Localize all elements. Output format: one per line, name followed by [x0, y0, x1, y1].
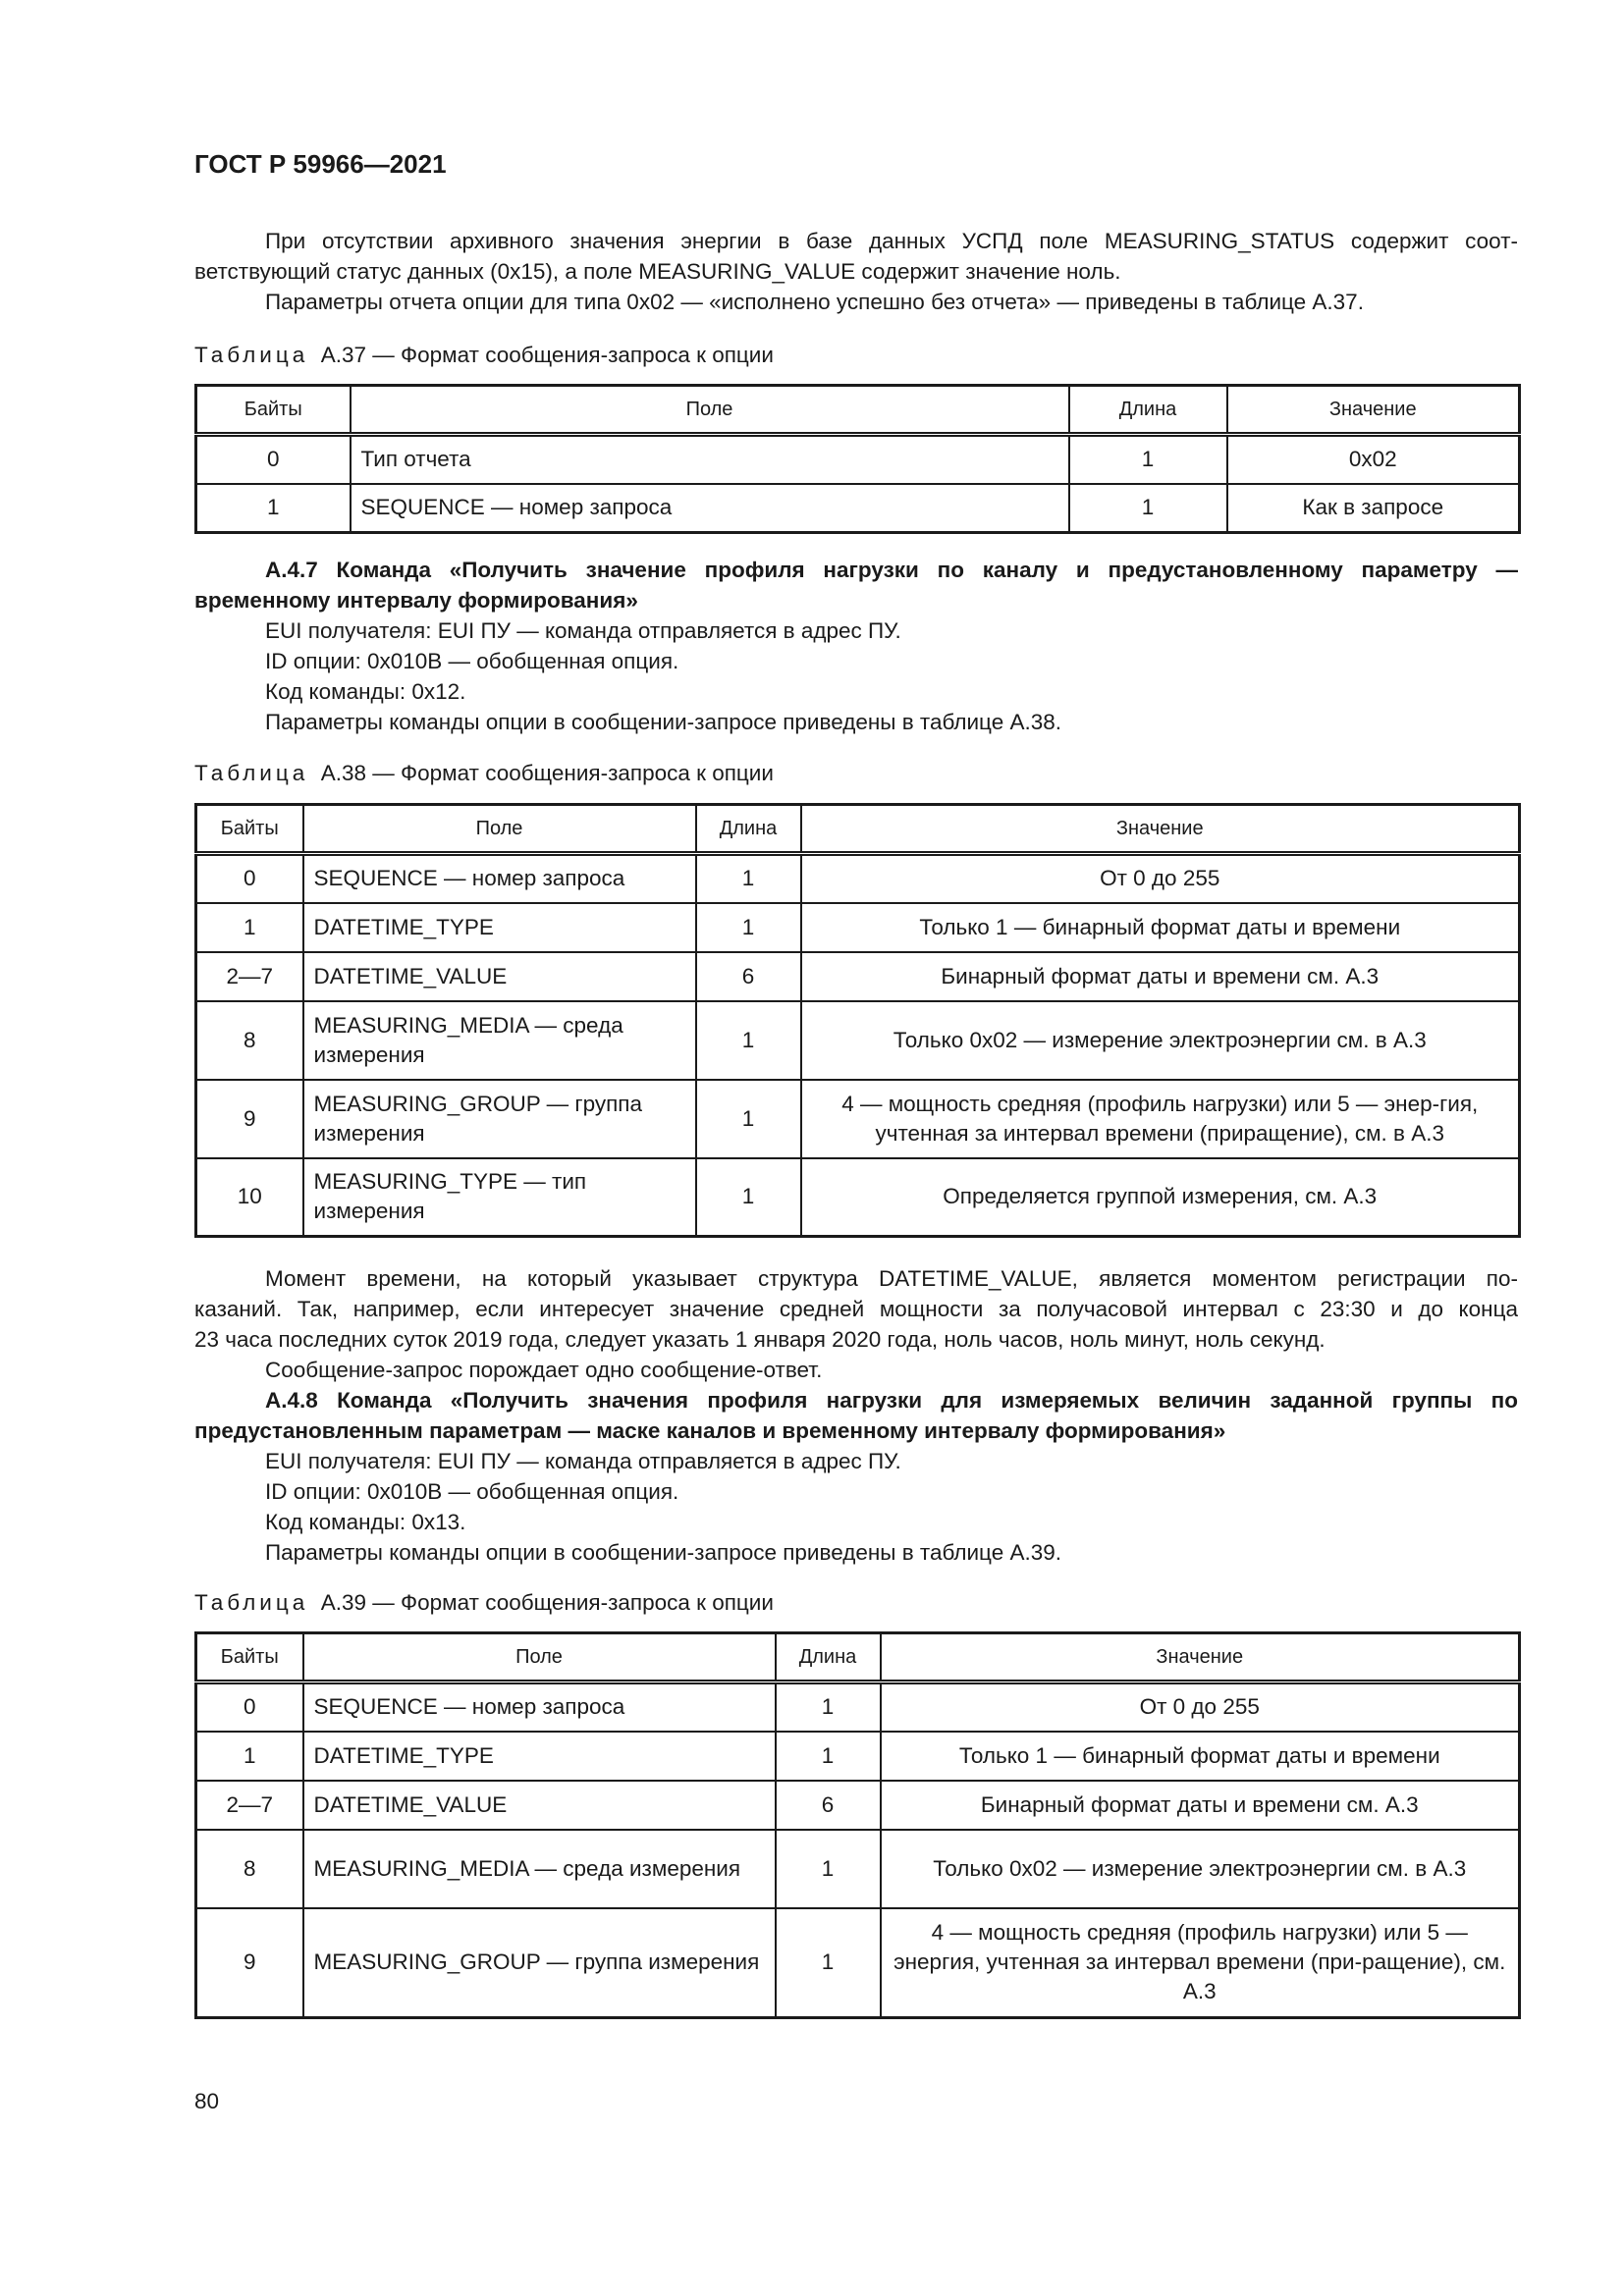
header-bytes: Байты — [196, 1633, 303, 1682]
cell-bytes: 0 — [196, 1682, 303, 1732]
cell-length: 1 — [696, 854, 801, 903]
table-row — [196, 903, 1520, 952]
text-line: ID опции: 0x010B — обобщенная опция. — [265, 649, 679, 673]
text-line: Параметры команды опции в сообщении-запросе приведены в таблице А.38. — [265, 710, 1061, 734]
table-caption — [194, 343, 774, 368]
header-length: Длина — [776, 1633, 881, 1682]
cell-bytes: 1 — [196, 903, 303, 952]
caption-label: Таблица — [194, 343, 309, 367]
table-row — [196, 1908, 1520, 2018]
text-line: Момент времени, на который указывает структура DATETIME_VALUE, является моментом регистрации по- — [265, 1266, 1518, 1291]
cell-bytes: 2—7 — [196, 952, 303, 1001]
cell-value: Только 0x02 — измерение электроэнергии см. в А.3 — [801, 1001, 1520, 1080]
cell-value: Только 1 — бинарный формат даты и времени — [801, 903, 1520, 952]
cell-length: 6 — [776, 1781, 881, 1830]
header-value: Значение — [1227, 386, 1520, 435]
cell-value: Бинарный формат даты и времени см. А.3 — [801, 952, 1520, 1001]
caption-label: Таблица — [194, 1590, 309, 1615]
cell-bytes: 0 — [196, 854, 303, 903]
cell-field: DATETIME_VALUE — [303, 1781, 776, 1830]
cell-length: 1 — [776, 1830, 881, 1908]
cell-length: 1 — [696, 1080, 801, 1158]
text-line: 23 часа последних суток 2019 года, следует указать 1 января 2020 года, ноль часов, ноль минут, ноль секунд. — [194, 1327, 1326, 1352]
section-heading: предустановленным параметрам — маске каналов и временному интервалу формирования» — [194, 1418, 1226, 1443]
table-row — [196, 1158, 1520, 1237]
table-row — [196, 484, 1520, 533]
table-header-row — [196, 1633, 1520, 1682]
header-length: Длина — [1069, 386, 1227, 435]
cell-value: Бинарный формат даты и времени см. А.3 — [881, 1781, 1520, 1830]
cell-value: Только 0x02 — измерение электроэнергии см. в А.3 — [881, 1830, 1520, 1908]
page-number: 80 — [194, 2089, 220, 2113]
section-a48 — [194, 1385, 1518, 1568]
cell-length: 1 — [776, 1732, 881, 1781]
cell-length: 1 — [696, 1001, 801, 1080]
cell-value: 4 — мощность средняя (профиль нагрузки) или 5 — энер-гия, учтенная за интервал времени (приращение), см. в А.3 — [801, 1080, 1520, 1158]
text-line: EUI получателя: EUI ПУ — команда отправляется в адрес ПУ. — [265, 1449, 901, 1473]
cell-value: Только 1 — бинарный формат даты и времени — [881, 1732, 1520, 1781]
text-line: Код команды: 0x13. — [265, 1510, 466, 1534]
cell-field: MEASURING_MEDIA — среда измерения — [303, 1001, 696, 1080]
cell-field: MEASURING_GROUP — группа измерения — [303, 1080, 696, 1158]
caption-text: А.37 — Формат сообщения-запроса к опции — [320, 343, 774, 367]
header-field: Поле — [303, 805, 696, 854]
table-row — [196, 435, 1520, 484]
header-length: Длина — [696, 805, 801, 854]
cell-bytes: 1 — [196, 1732, 303, 1781]
table-a39 — [194, 1631, 1521, 2019]
table-caption — [194, 1590, 774, 1616]
cell-bytes: 9 — [196, 1908, 303, 2018]
header-value: Значение — [801, 805, 1520, 854]
table-a38 — [194, 803, 1521, 1238]
cell-value: От 0 до 255 — [801, 854, 1520, 903]
text-line: Код команды: 0x12. — [265, 679, 466, 704]
cell-bytes: 8 — [196, 1830, 303, 1908]
cell-length: 1 — [776, 1682, 881, 1732]
mid-paragraph — [194, 1263, 1518, 1385]
header-field: Поле — [303, 1633, 776, 1682]
intro-paragraph — [194, 226, 1518, 317]
cell-value: 4 — мощность средняя (профиль нагрузки) или 5 — энергия, учтенная за интервал времени (при-ращение), см. А.3 — [881, 1908, 1520, 2018]
section-heading: временному интервалу формирования» — [194, 588, 638, 613]
cell-value: Определяется группой измерения, см. А.3 — [801, 1158, 1520, 1237]
table-row — [196, 1732, 1520, 1781]
text-line: казаний. Так, например, если интересует значение средней мощности за получасовой интервал с 23:30 и до конца — [194, 1297, 1518, 1321]
text-line: EUI получателя: EUI ПУ — команда отправляется в адрес ПУ. — [265, 618, 901, 643]
section-a47 — [194, 555, 1518, 737]
text-line: Параметры команды опции в сообщении-запросе приведены в таблице А.39. — [265, 1540, 1061, 1565]
table-row — [196, 1781, 1520, 1830]
caption-text: А.38 — Формат сообщения-запроса к опции — [320, 761, 774, 785]
table-row — [196, 1830, 1520, 1908]
table-row — [196, 854, 1520, 903]
table-row — [196, 1080, 1520, 1158]
cell-field: SEQUENCE — номер запроса — [303, 1682, 776, 1732]
cell-field: MEASURING_GROUP — группа измерения — [303, 1908, 776, 2018]
cell-length: 1 — [776, 1908, 881, 2018]
cell-bytes: 10 — [196, 1158, 303, 1237]
caption-label: Таблица — [194, 761, 309, 785]
cell-field: MEASURING_TYPE — тип измерения — [303, 1158, 696, 1237]
cell-value: От 0 до 255 — [881, 1682, 1520, 1732]
caption-text: А.39 — Формат сообщения-запроса к опции — [320, 1590, 774, 1615]
section-heading: А.4.8 Команда «Получить значения профиля нагрузки для измеряемых величин заданной группы по — [265, 1388, 1518, 1413]
text-line: Сообщение-запрос порождает одно сообщение-ответ. — [265, 1358, 823, 1382]
cell-value: 0x02 — [1227, 435, 1520, 484]
cell-bytes: 9 — [196, 1080, 303, 1158]
text-line: ID опции: 0x010B — обобщенная опция. — [265, 1479, 679, 1504]
cell-length: 1 — [696, 1158, 801, 1237]
cell-field: DATETIME_TYPE — [303, 903, 696, 952]
text-line: Параметры отчета опции для типа 0x02 — «исполнено успешно без отчета» — приведены в таблице А.37. — [265, 290, 1364, 314]
cell-field: DATETIME_VALUE — [303, 952, 696, 1001]
cell-field: SEQUENCE — номер запроса — [351, 484, 1069, 533]
header-bytes: Байты — [196, 386, 351, 435]
table-a37 — [194, 384, 1521, 534]
cell-field: DATETIME_TYPE — [303, 1732, 776, 1781]
cell-field: SEQUENCE — номер запроса — [303, 854, 696, 903]
cell-length: 1 — [696, 903, 801, 952]
cell-field: Тип отчета — [351, 435, 1069, 484]
cell-field: MEASURING_MEDIA — среда измерения — [303, 1830, 776, 1908]
section-heading: А.4.7 Команда «Получить значение профиля нагрузки по каналу и предустановленному параметру — — [265, 558, 1518, 582]
cell-bytes: 8 — [196, 1001, 303, 1080]
cell-bytes: 2—7 — [196, 1781, 303, 1830]
cell-length: 1 — [1069, 484, 1227, 533]
text-line: При отсутствии архивного значения энергии в базе данных УСПД поле MEASURING_STATUS содержит соот- — [265, 229, 1518, 253]
table-row — [196, 1682, 1520, 1732]
table-row — [196, 952, 1520, 1001]
header-field: Поле — [351, 386, 1069, 435]
table-caption — [194, 761, 774, 786]
cell-bytes: 0 — [196, 435, 351, 484]
header-bytes: Байты — [196, 805, 303, 854]
cell-value: Как в запросе — [1227, 484, 1520, 533]
document-header: ГОСТ Р 59966—2021 — [194, 149, 447, 179]
cell-bytes: 1 — [196, 484, 351, 533]
cell-length: 1 — [1069, 435, 1227, 484]
text-line: ветствующий статус данных (0x15), а поле MEASURING_VALUE содержит значение ноль. — [194, 259, 1121, 284]
header-value: Значение — [881, 1633, 1520, 1682]
table-header-row — [196, 386, 1520, 435]
table-header-row — [196, 805, 1520, 854]
table-row — [196, 1001, 1520, 1080]
cell-length: 6 — [696, 952, 801, 1001]
